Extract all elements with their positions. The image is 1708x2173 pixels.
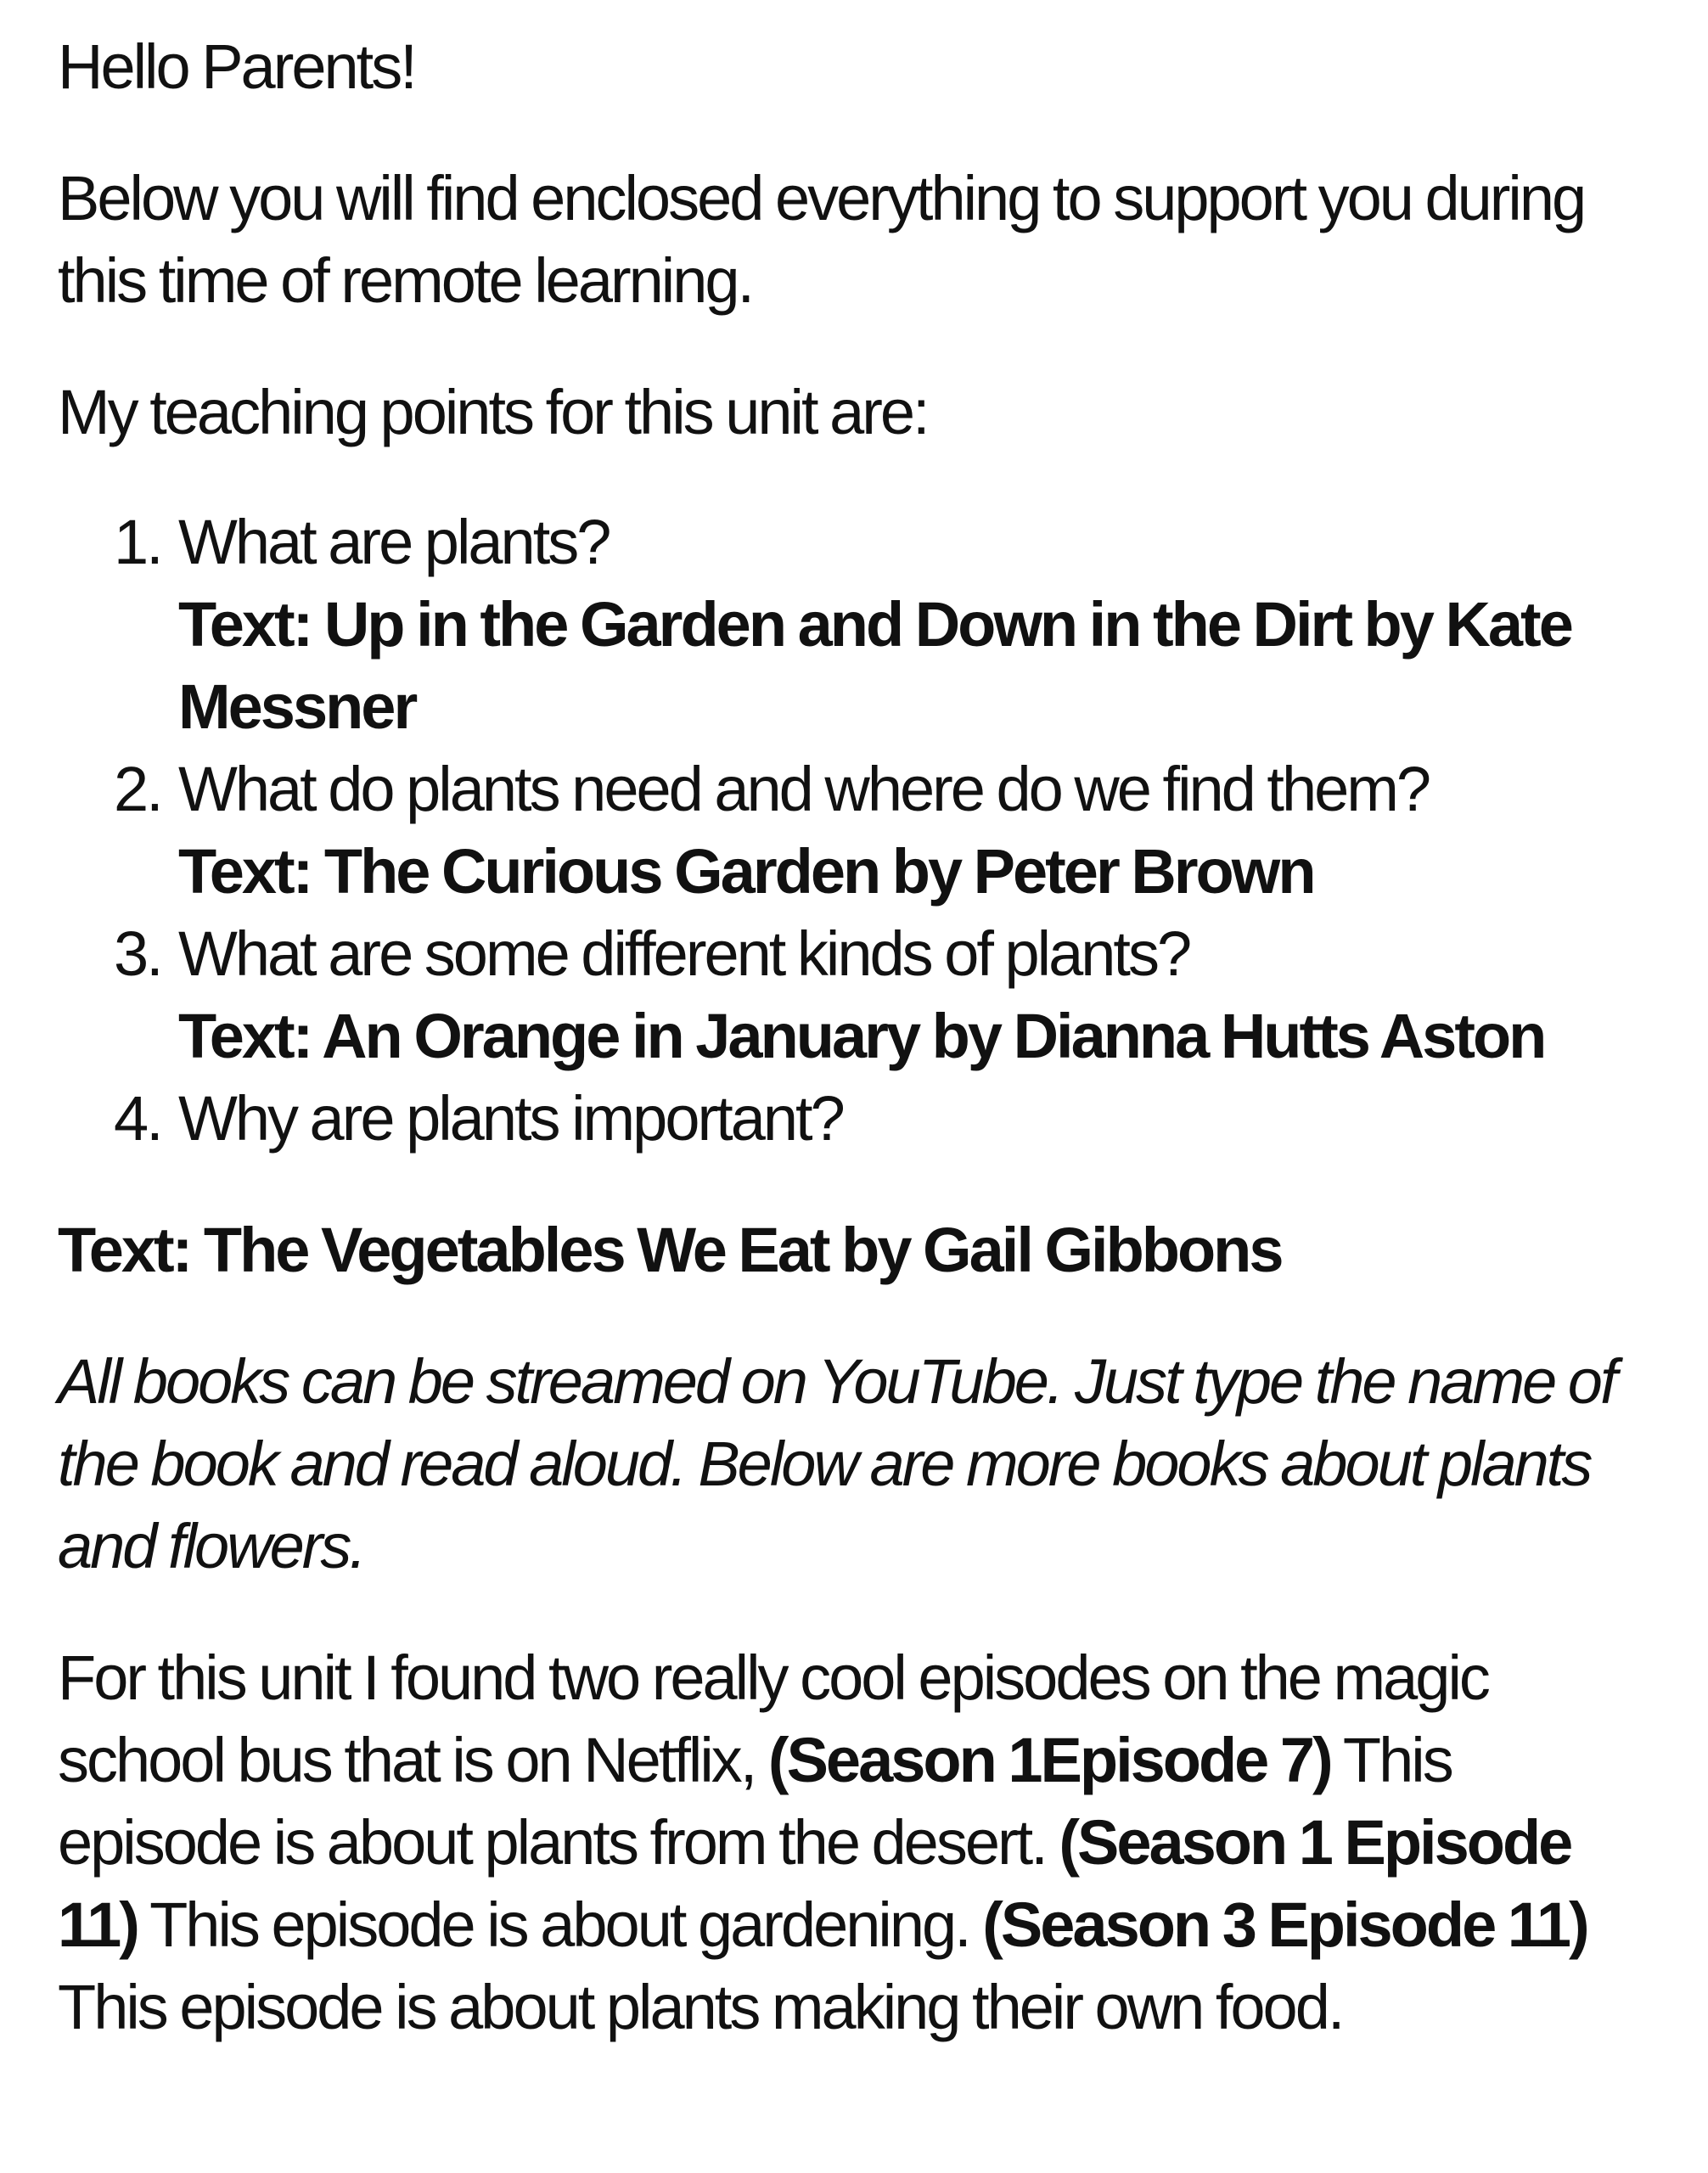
episode-1-description: This episode is about plants from the desert. bbox=[58, 1725, 1452, 1878]
episode-2-label: (Season 1 Episode 11) bbox=[58, 1807, 1571, 1960]
point-number: 3. bbox=[114, 918, 161, 989]
point-number: 2. bbox=[114, 754, 161, 824]
document-body bbox=[58, 25, 1662, 2048]
teaching-point bbox=[58, 748, 1662, 912]
point-question: What do plants need and where do we find them? bbox=[178, 754, 1430, 824]
episode-2-description: This episode is about gardening. bbox=[137, 1889, 983, 1960]
point-text: Text: The Curious Garden by Peter Brown bbox=[178, 836, 1314, 907]
episode-3-description: This episode is about plants making their own food. bbox=[58, 1972, 1343, 2042]
point-question: What are plants? bbox=[178, 507, 610, 577]
teaching-point bbox=[58, 501, 1662, 748]
point-question: What are some different kinds of plants? bbox=[178, 918, 1190, 989]
point-text: Text: Up in the Garden and Down in the Dirt by Kate Messner bbox=[178, 589, 1571, 742]
teaching-point bbox=[58, 1077, 1662, 1159]
greeting: Hello Parents! bbox=[58, 31, 415, 102]
episode-1-label: (Season 1Episode 7) bbox=[767, 1725, 1331, 1795]
teaching-points-intro: My teaching points for this unit are: bbox=[58, 377, 928, 447]
final-text: Text: The Vegetables We Eat by Gail Gibbons bbox=[58, 1215, 1282, 1285]
teaching-point bbox=[58, 912, 1662, 1077]
point-question: Why are plants important? bbox=[178, 1083, 843, 1154]
teaching-points-list bbox=[58, 501, 1662, 1159]
episodes-lead: For this unit I found two really cool episodes on the magic school bus that is on Netflix, bbox=[58, 1642, 1488, 1795]
point-text: Text: An Orange in January by Dianna Hutts Aston bbox=[178, 1001, 1545, 1071]
youtube-note: All books can be streamed on YouTube. Just type the name of the book and read aloud. Below are more books about plants and flowers. bbox=[58, 1346, 1615, 1581]
point-number: 4. bbox=[114, 1083, 161, 1154]
point-number: 1. bbox=[114, 507, 161, 577]
episode-3-label: (Season 3 Episode 11) bbox=[982, 1889, 1587, 1960]
episodes-paragraph bbox=[58, 1637, 1662, 2048]
intro-paragraph: Below you will find enclosed everything to support you during this time of remote learning. bbox=[58, 163, 1585, 316]
